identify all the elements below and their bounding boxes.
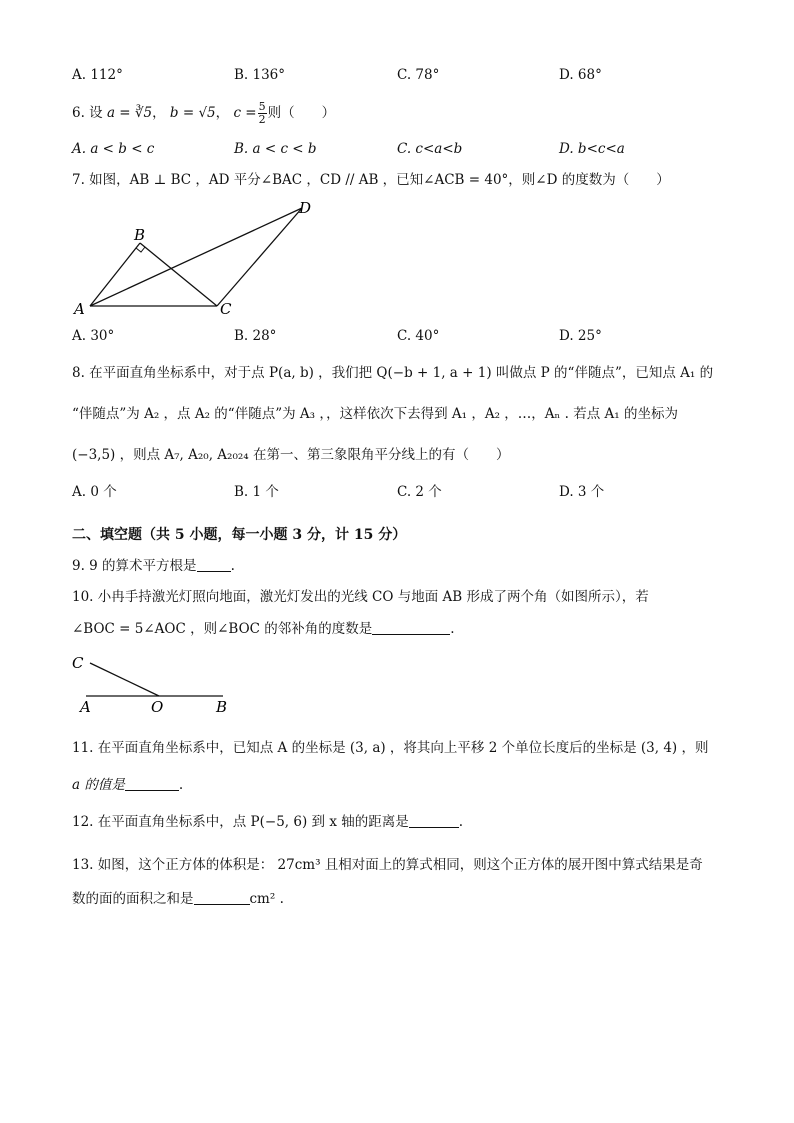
q5-option-d: D. 68° [559,67,602,83]
q7-option-b: B. 28° [234,328,277,344]
q6-stem: 6. 设 a = ∛5， b = √5， c = $\frac{5}{2}$ 则（ ） [72,100,336,126]
q13-stem-line1: 13. 如图，这个正方体的体积是： 27cm³ 且相对面上的算式相同，则这个正方体的展开图中算式结果是奇 [72,857,703,873]
q7-option-d: D. 25° [559,328,602,344]
q8-option-d: D. 3 个 [559,484,605,500]
q12-answer-blank [409,813,459,828]
q7-label-c: C [220,300,232,318]
q10-answer-blank [372,620,450,635]
q10-ray-oc [90,663,159,696]
q13-stem-line2: 数的面的面积之和是 cm² . [72,891,284,907]
q7-segment-ab [90,243,140,306]
q11-answer-blank [125,776,179,791]
q5-option-c: C. 78° [397,67,440,83]
q6-fraction: $\frac{5}{2}$ [258,100,266,126]
q7-stem: 7. 如图，AB ⊥ BC ，AD 平分∠BAC ，CD // AB ，已知∠ACB = 40°，则∠D 的度数为（ ） [72,172,670,188]
q10-label-b: B [216,698,228,716]
q11-stem-line1: 11. 在平面直角坐标系中，已知点 A 的坐标是 (3, a) ，将其向上平移 2 个单位长度后的坐标是 (3, 4) ，则 [72,740,709,756]
q7-option-c: C. 40° [397,328,440,344]
q8-option-a: A. 0 个 [72,484,117,500]
q6-option-b: B. a < c < b [234,141,317,157]
q8-stem-line2: “伴随点”为 A₂ ，点 A₂ 的“伴随点”为 A₃ ，，这样依次下去得到 A₁ ，A₂ ，…，Aₙ . 若点 A₁ 的坐标为 [72,406,678,422]
q7-segment-ad [90,208,302,306]
q7-option-a: A. 30° [72,328,115,344]
q7-label-b: B [134,226,146,244]
q6-option-c: C. c<a<b [397,141,463,157]
q6-option-a: A. a < b < c [72,141,155,157]
q10-stem-line1: 10. 小冉手持激光灯照向地面，激光灯发出的光线 CO 与地面 AB 形成了两个角（如图所示），若 [72,589,649,605]
q10-figure [70,652,250,718]
q11-stem-line2: a 的值是 . [72,777,184,793]
q8-option-b: B. 1 个 [234,484,279,500]
q12-stem: 12. 在平面直角坐标系中，点 P(−5, 6) 到 x 轴的距离是 . [72,814,464,830]
q7-label-a: A [74,300,85,318]
q10-label-a: A [80,698,91,716]
q7-right-angle-mark [136,247,145,252]
section-title: 二、填空题（共 5 小题，每一小题 3 分，计 15 分） [72,527,407,543]
q8-stem-line3: (−3,5) ，则点 A₇, A₂₀, A₂₀₂₄ 在第一、第三象限角平分线上的有（ ） [72,447,510,463]
q6-option-d: D. b<c<a [559,141,625,157]
q7-segment-cd [217,208,302,306]
q7-label-d: D [299,199,312,217]
q5-option-b: B. 136° [234,67,286,83]
q8-stem-line1: 8. 在平面直角坐标系中，对于点 P(a, b) ，我们把 Q(−b + 1, a + 1) 叫做点 P 的“伴随点”，已知点 A₁ 的 [72,365,714,381]
q13-answer-blank [194,890,250,905]
q8-option-c: C. 2 个 [397,484,442,500]
q10-label-c: C [72,654,84,672]
q9-stem: 9. 9 的算术平方根是 . [72,558,235,574]
q5-option-a: A. 112° [72,67,123,83]
q7-figure [70,196,330,324]
q10-stem-line2: ∠BOC = 5∠AOC ，则∠BOC 的邻补角的度数是 . [72,621,455,637]
q10-label-o: O [151,698,164,716]
q9-answer-blank [197,557,231,572]
